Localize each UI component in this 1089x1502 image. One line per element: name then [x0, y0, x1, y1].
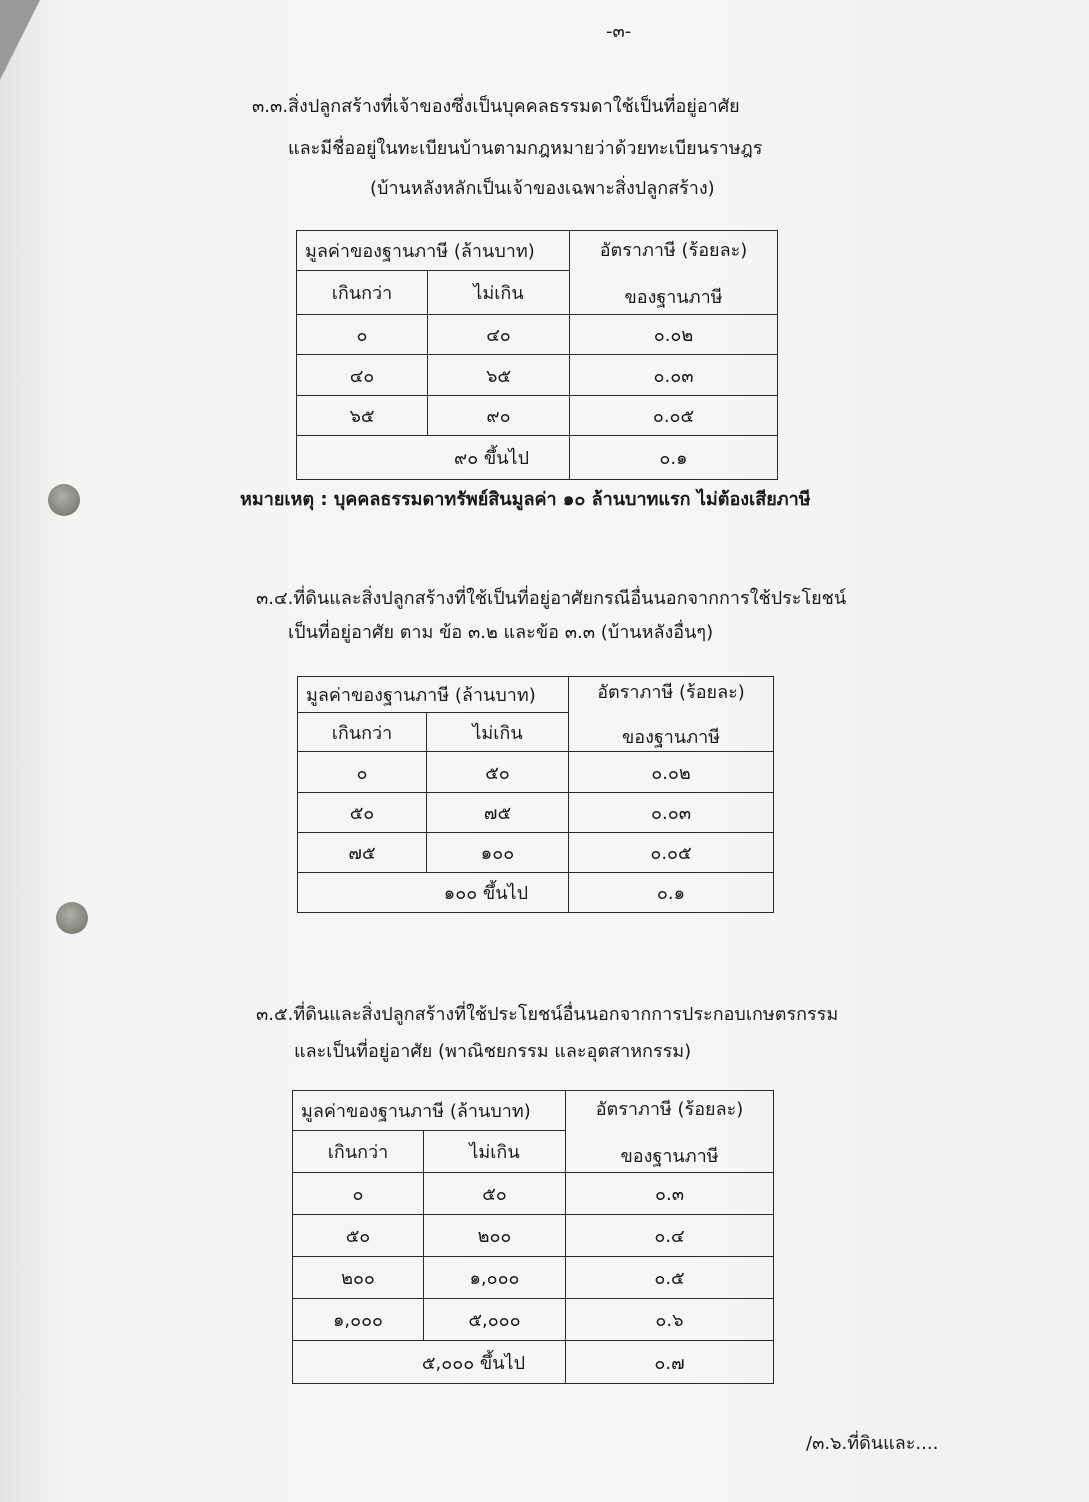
rate-header-line1: อัตราภาษี (ร้อยละ)	[597, 682, 745, 703]
table-row-last	[298, 873, 774, 913]
col-over-header: เกินกว่า	[293, 1131, 424, 1173]
col-not-over-header: ไม่เกิน	[427, 713, 569, 752]
section-34-heading: ๓.๔.ที่ดินและสิ่งปลูกสร้างที่ใช้เป็นที่อยู่อาศัยกรณีอื่นนอกจากการใช้ประโยชน์	[256, 588, 847, 609]
table-row	[298, 793, 774, 833]
table-row	[293, 1299, 774, 1341]
rate-header	[569, 677, 774, 752]
rate-cell: ๐.๑	[570, 436, 778, 480]
rate-header-line2: ของฐานภาษี	[624, 286, 723, 308]
col-over-header: เกินกว่า	[298, 713, 427, 752]
table-row-last	[293, 1341, 774, 1384]
punch-hole	[56, 902, 88, 934]
tax-rate-table-35	[292, 1090, 774, 1384]
over-cell: ๖๕	[297, 396, 428, 436]
over-cell: ๐	[293, 1173, 424, 1215]
continuation-text: /๓.๖.ที่ดินและ....	[806, 1433, 939, 1454]
tax-rate-table-34	[297, 676, 774, 913]
table-row	[293, 1173, 774, 1215]
value-header: มูลค่าของฐานภาษี (ล้านบาท)	[298, 677, 569, 713]
over-cell: ๐	[297, 315, 428, 355]
not-over-cell: ๒๐๐	[424, 1215, 566, 1257]
rate-header-line1: อัตราภาษี (ร้อยละ)	[595, 1098, 744, 1120]
not-over-cell: ๑,๐๐๐	[424, 1257, 566, 1299]
col-over-header: เกินกว่า	[297, 271, 428, 315]
punch-hole	[48, 484, 80, 516]
not-over-cell: ๗๕	[427, 793, 569, 833]
section-35-heading-line2: และเป็นที่อยู่อาศัย (พาณิชยกรรม และอุตสาหกรรม)	[294, 1041, 692, 1062]
table-row	[298, 833, 774, 873]
rate-cell: ๐.๔	[566, 1215, 774, 1257]
not-over-cell: ๕๐	[427, 752, 569, 793]
rate-header-line2: ของฐานภาษี	[620, 1145, 719, 1167]
table-row	[297, 396, 778, 436]
table-row	[297, 315, 778, 355]
rate-cell: ๐.๐๓	[569, 793, 774, 833]
rate-cell: ๐.๗	[566, 1341, 774, 1384]
rate-header	[566, 1091, 774, 1173]
over-cell: ๗๕	[298, 833, 427, 873]
rate-cell: ๐.๐๓	[570, 355, 778, 396]
rate-header-line1: อัตราภาษี (ร้อยละ)	[599, 239, 748, 261]
section-34-heading-line2: เป็นที่อยู่อาศัย ตาม ข้อ ๓.๒ และข้อ ๓.๓ (บ้านหลังอื่นๆ)	[288, 622, 714, 643]
last-row-label: ๙๐ ขึ้นไป	[297, 436, 570, 480]
folded-corner	[0, 0, 40, 80]
table-row	[293, 1257, 774, 1299]
not-over-cell: ๖๕	[428, 355, 570, 396]
rate-cell: ๐.๐๕	[570, 396, 778, 436]
note: หมายเหตุ : บุคคลธรรมดาทรัพย์สินมูลค่า ๑๐ ล้านบาทแรก ไม่ต้องเสียภาษี	[240, 489, 811, 510]
section-33-heading-line2: และมีชื่ออยู่ในทะเบียนบ้านตามกฎหมายว่าด้วยทะเบียนราษฎร	[288, 138, 763, 159]
last-row-label: ๕,๐๐๐ ขึ้นไป	[293, 1341, 566, 1384]
not-over-cell: ๕,๐๐๐	[424, 1299, 566, 1341]
last-row-label: ๑๐๐ ขึ้นไป	[298, 873, 569, 913]
over-cell: ๕๐	[298, 793, 427, 833]
not-over-cell: ๙๐	[428, 396, 570, 436]
value-header: มูลค่าของฐานภาษี (ล้านบาท)	[297, 231, 570, 271]
table-row-last	[297, 436, 778, 480]
section-35-heading: ๓.๕.ที่ดินและสิ่งปลูกสร้างที่ใช้ประโยชน์อื่นนอกจากการประกอบเกษตรกรรม	[256, 1004, 839, 1025]
over-cell: ๔๐	[297, 355, 428, 396]
rate-header	[570, 231, 778, 315]
col-not-over-header: ไม่เกิน	[428, 271, 570, 315]
table-row	[298, 752, 774, 793]
page-number: -๓-	[606, 21, 632, 42]
rate-cell: ๐.๑	[569, 873, 774, 913]
not-over-cell: ๔๐	[428, 315, 570, 355]
table-row	[297, 355, 778, 396]
col-not-over-header: ไม่เกิน	[424, 1131, 566, 1173]
section-33-subheading: (บ้านหลังหลักเป็นเจ้าของเฉพาะสิ่งปลูกสร้าง)	[370, 178, 715, 199]
section-33-heading: ๓.๓.สิ่งปลูกสร้างที่เจ้าของซึ่งเป็นบุคคลธรรมดาใช้เป็นที่อยู่อาศัย	[252, 96, 740, 117]
rate-cell: ๐.๐๕	[569, 833, 774, 873]
tax-rate-table-33	[296, 230, 778, 480]
rate-header-line2: ของฐานภาษี	[621, 727, 721, 748]
over-cell: ๑,๐๐๐	[293, 1299, 424, 1341]
over-cell: ๒๐๐	[293, 1257, 424, 1299]
not-over-cell: ๑๐๐	[427, 833, 569, 873]
rate-cell: ๐.๕	[566, 1257, 774, 1299]
rate-cell: ๐.๐๒	[569, 752, 774, 793]
over-cell: ๕๐	[293, 1215, 424, 1257]
table-row	[293, 1215, 774, 1257]
over-cell: ๐	[298, 752, 427, 793]
rate-cell: ๐.๐๒	[570, 315, 778, 355]
rate-cell: ๐.๖	[566, 1299, 774, 1341]
rate-cell: ๐.๓	[566, 1173, 774, 1215]
not-over-cell: ๕๐	[424, 1173, 566, 1215]
value-header: มูลค่าของฐานภาษี (ล้านบาท)	[293, 1091, 566, 1131]
